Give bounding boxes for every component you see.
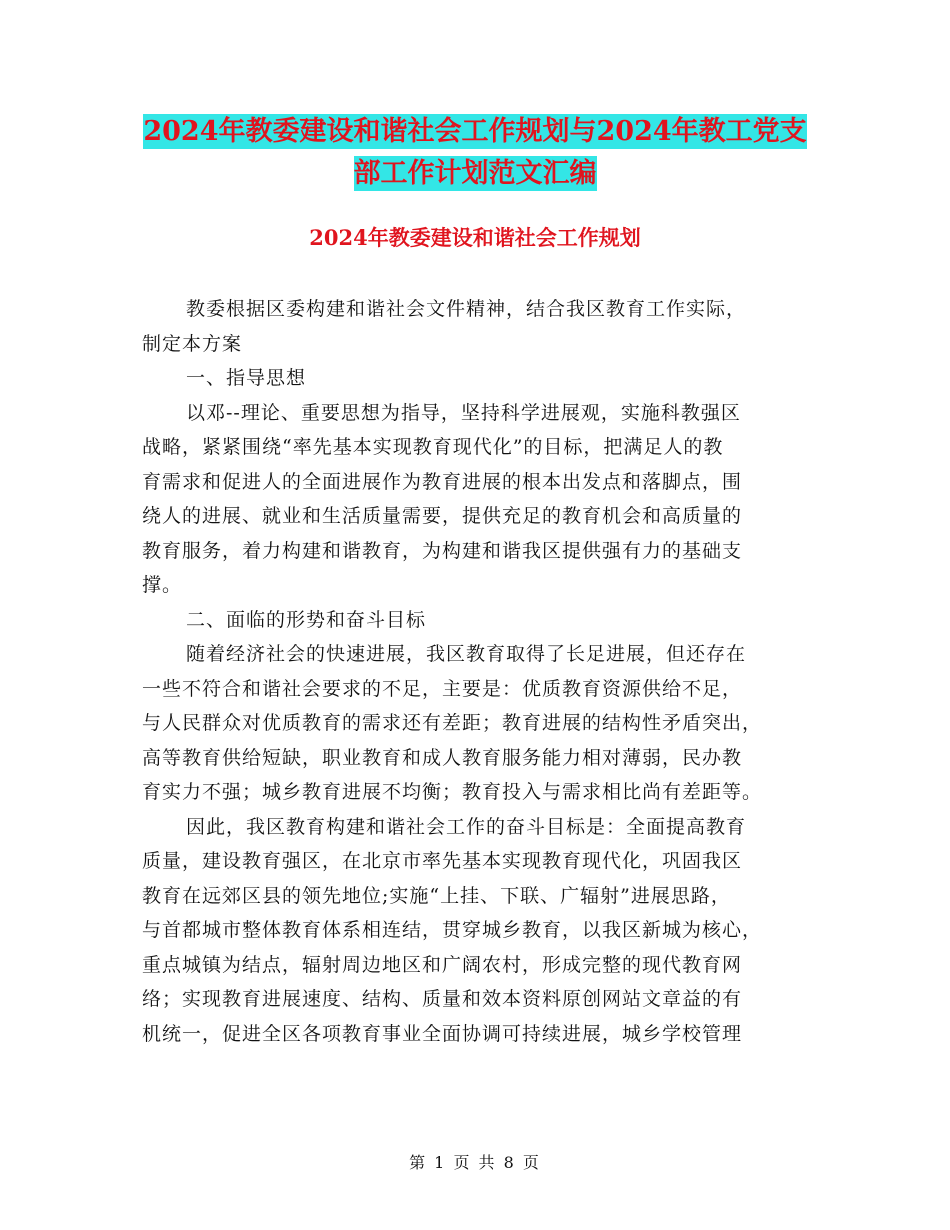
body-line: 育需求和促进人的全面进展作为教育进展的根本出发点和落脚点，围 bbox=[142, 470, 743, 493]
body-line: 质量，建设教育强区，在北京市率先基本实现教育现代化，巩固我区 bbox=[142, 850, 743, 872]
body-line: 重点城镇为结点，辐射周边地区和广阔农村，形成完整的现代教育网 bbox=[142, 953, 743, 976]
section-title: 2024年教委建设和谐社会工作规划 bbox=[309, 225, 641, 250]
body-line: 以邓--理论、重要思想为指导，坚持科学进展观，实施科教强区 bbox=[186, 401, 741, 424]
heading-situation-and-goals: 二、面临的形势和奋斗目标 bbox=[186, 608, 427, 631]
body-line: 教育服务，着力构建和谐教育，为构建和谐我区提供强有力的基础支 bbox=[142, 539, 743, 562]
body-line: 络；实现教育进展速度、结构、质量和效本资料原创网站文章益的有 bbox=[142, 988, 743, 1010]
body-line: 一些不符合和谐社会要求的不足，主要是：优质教育资源供给不足， bbox=[142, 677, 743, 700]
body-line: 战略，紧紧围绕“率先基本实现教育现代化”的目标，把满足人的教 bbox=[142, 436, 724, 458]
body-line: 因此，我区教育构建和谐社会工作的奋斗目标是：全面提高教育 bbox=[186, 815, 747, 838]
body-line: 教育在远郊区县的领先地位;实施“上挂、下联、广辐射”进展思路， bbox=[142, 884, 731, 907]
document-title-line-2 bbox=[0, 150, 950, 198]
body-line: 高等教育供给短缺，职业教育和成人教育服务能力相对薄弱，民办教 bbox=[142, 746, 743, 769]
document-title-line-1 bbox=[0, 108, 950, 156]
title-highlight: 部工作计划范文汇编 bbox=[353, 158, 597, 189]
body-line: 随着经济社会的快速进展，我区教育取得了长足进展，但还存在 bbox=[186, 643, 747, 665]
body-line: 教委根据区委构建和谐社会文件精神，结合我区教育工作实际， bbox=[186, 298, 747, 320]
body-line: 机统一，促进全区各项教育事业全面协调可持续进展，城乡学校管理 bbox=[142, 1022, 743, 1045]
body-line: 与首都城市整体教育体系相连结，贯穿城乡教育，以我区新城为核心， bbox=[142, 919, 763, 941]
body-line: 制定本方案 bbox=[142, 332, 243, 355]
document-body bbox=[142, 292, 802, 1051]
body-line: 与人民群众对优质教育的需求还有差距；教育进展的结构性矛盾突出， bbox=[142, 712, 763, 734]
body-line: 绕人的进展、就业和生活质量需要，提供充足的教育机会和高质量的 bbox=[142, 505, 743, 527]
heading-guiding-ideology: 一、指导思想 bbox=[186, 367, 307, 389]
title-highlight: 2024年教委建设和谐社会工作规划与2024年教工党支 bbox=[143, 116, 807, 147]
body-line: 撑。 bbox=[142, 574, 183, 596]
page-footer: 第 1 页 共 8 页 bbox=[409, 1153, 541, 1172]
body-line: 育实力不强；城乡教育进展不均衡；教育投入与需求相比尚有差距等。 bbox=[142, 781, 763, 803]
